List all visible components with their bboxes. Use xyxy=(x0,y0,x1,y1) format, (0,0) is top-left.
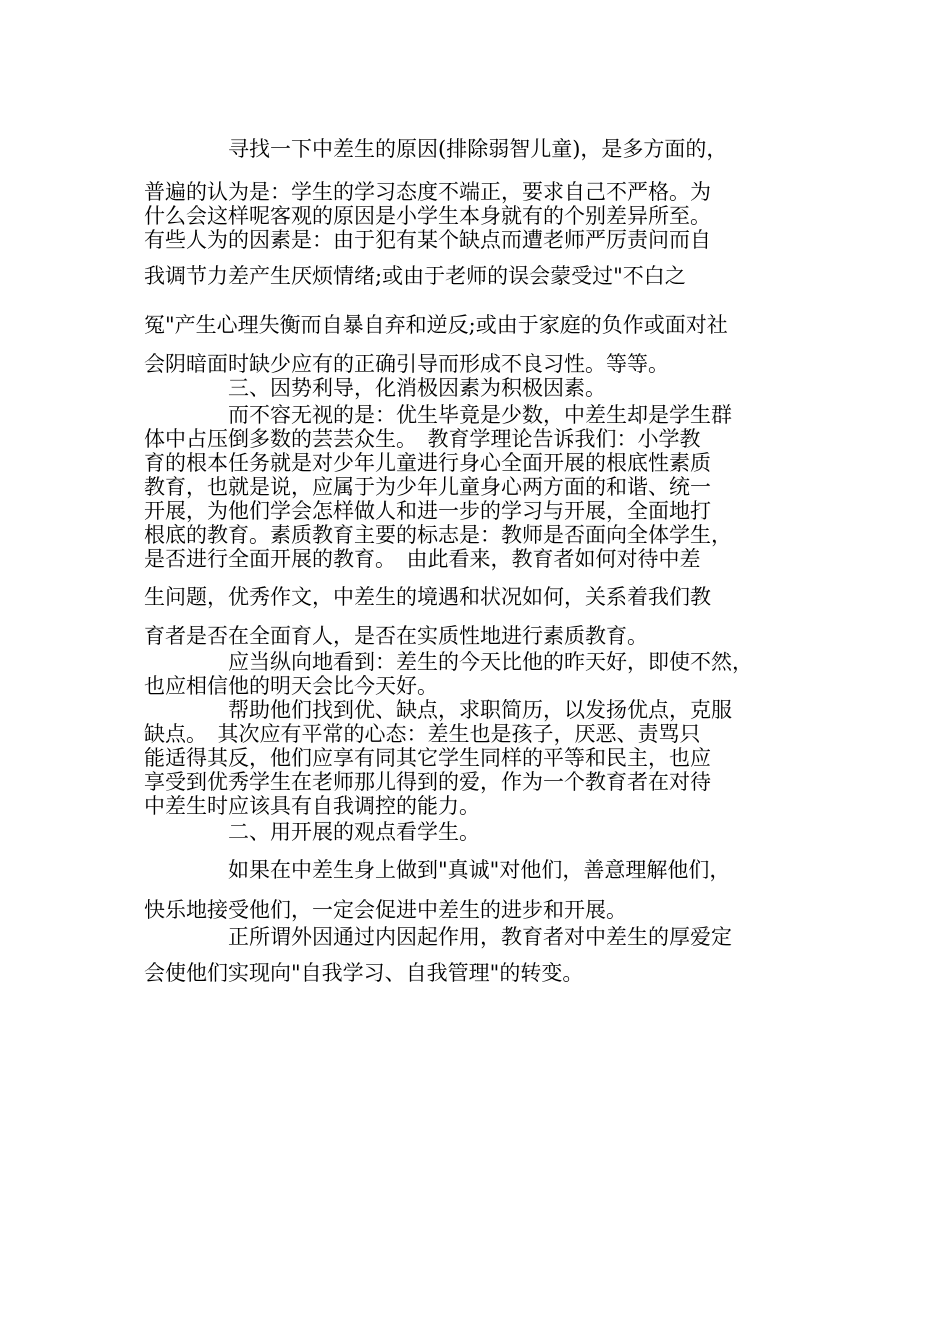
text-line: 育者是否在全面育人，是否在实质性地进行素质教育。 xyxy=(144,624,648,648)
text-line: 育的根本任务就是对少年儿童进行身心全面开展的根底性素质 xyxy=(144,451,711,475)
text-line: 而不容无视的是：优生毕竟是少数，中差生却是学生群 xyxy=(228,403,732,427)
text-line: 生问题，优秀作文，中差生的境遇和状况如何，关系着我们教 xyxy=(144,585,711,609)
text-line: 如果在中差生身上做到"真诚"对他们，善意理解他们， xyxy=(228,858,731,882)
text-line: 是否进行全面开展的教育。 由此看来，教育者如何对待中差 xyxy=(144,547,701,571)
text-line: 帮助他们找到优、缺点，求职简历，以发扬优点，克服 xyxy=(228,698,732,722)
text-line: 三、因势利导，化消极因素为积极因素。 xyxy=(228,376,606,400)
text-line: 有些人为的因素是：由于犯有某个缺点而遭老师严厉责问而自 xyxy=(144,228,711,252)
text-line: 享受到优秀学生在老师那儿得到的爱，作为一个教育者在对待 xyxy=(144,770,711,794)
text-line: 快乐地接受他们，一定会促进中差生的进步和开展。 xyxy=(144,898,627,922)
text-line: 体中占压倒多数的芸芸众生。 教育学理论告诉我们：小学教 xyxy=(144,427,701,451)
text-line: 中差生时应该具有自我调控的能力。 xyxy=(144,794,480,818)
text-line: 应当纵向地看到：差生的今天比他的昨天好，即使不然， xyxy=(228,650,753,674)
text-line: 寻找一下中差生的原因(排除弱智儿童)，是多方面的， xyxy=(228,137,728,161)
text-line: 会阴暗面时缺少应有的正确引导而形成不良习性。等等。 xyxy=(144,352,669,376)
text-line: 根底的教育。素质教育主要的标志是：教师是否面向全体学生， xyxy=(144,523,732,547)
text-line: 教育，也就是说，应属于为少年儿童身心两方面的和谐、统一 xyxy=(144,475,711,499)
text-line: 开展，为他们学会怎样做人和进一步的学习与开展，全面地打 xyxy=(144,499,711,523)
text-line: 能适得其反，他们应享有同其它学生同样的平等和民主，也应 xyxy=(144,746,711,770)
text-line: 会使他们实现向"自我学习、自我管理"的转变。 xyxy=(144,961,584,985)
text-line: 我调节力差产生厌烦情绪;或由于老师的误会蒙受过"不白之 xyxy=(144,264,686,288)
text-line: 也应相信他的明天会比今天好。 xyxy=(144,674,438,698)
text-line: 冤"产生心理失衡而自暴自弃和逆反;或由于家庭的负作或面对社 xyxy=(144,313,728,337)
text-line: 正所谓外因通过内因起作用，教育者对中差生的厚爱定 xyxy=(228,925,732,949)
text-line: 缺点。 其次应有平常的心态：差生也是孩子，厌恶、责骂只 xyxy=(144,722,701,746)
text-line: 二、用开展的观点看学生。 xyxy=(228,820,480,844)
text-line: 普遍的认为是：学生的学习态度不端正，要求自己不严格。为 xyxy=(144,180,711,204)
text-line: 什么会这样呢客观的原因是小学生本身就有的个别差异所至。 xyxy=(144,204,711,228)
